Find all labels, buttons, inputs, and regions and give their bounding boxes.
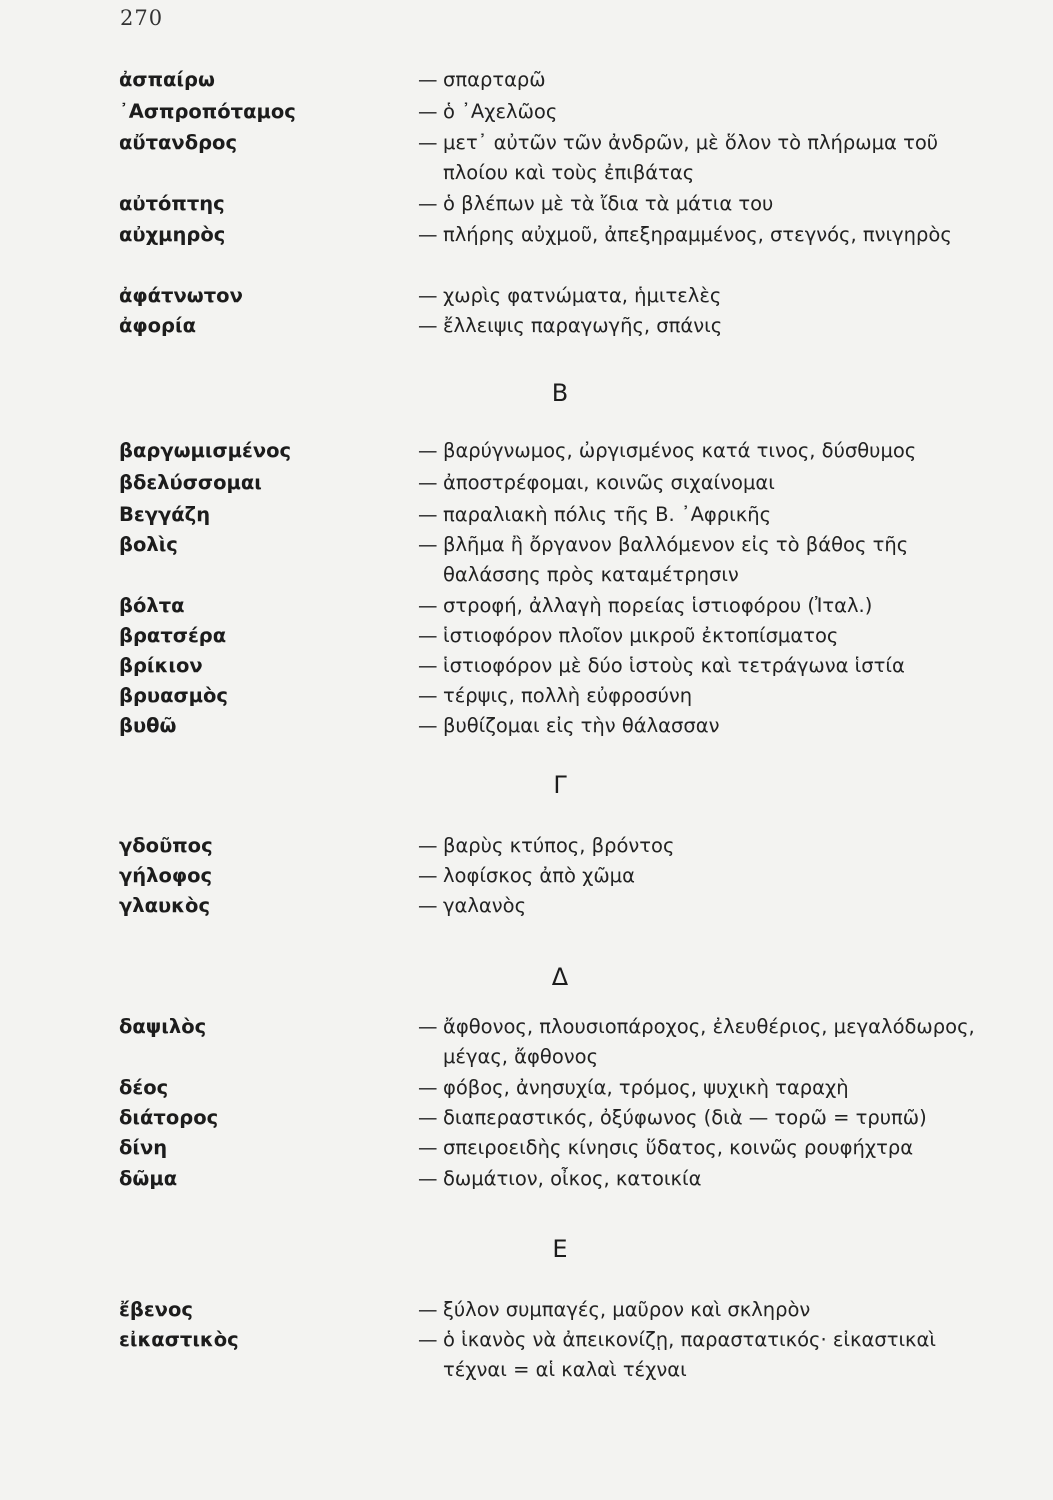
entry-headword: ἔβενος — [119, 1298, 193, 1321]
entry-headword: βόλτα — [119, 594, 185, 617]
entry-definition: διαπεραστικός, ὀξύφωνος (διὰ — τορῶ = τρυπῶ) — [443, 1106, 927, 1129]
entry-dash: — — [418, 284, 438, 307]
entry-headword: βολὶς — [119, 533, 178, 556]
entry-definition: ὁ ἱκανὸς νὰ ἀπεικονίζῃ, παραστατικός· εἰκαστικαὶ τέχναι = αἱ καλαὶ τέχναι — [443, 1328, 937, 1381]
entry-dash: — — [418, 654, 438, 677]
entry-headword: ᾿Ασπροπόταμος — [119, 100, 296, 123]
section-letter: Β — [551, 379, 569, 407]
entry-definition: ξύλον συμπαγές, μαῦρον καὶ σκληρὸν — [443, 1298, 811, 1321]
entry-headword: ἀφορία — [119, 314, 197, 337]
entry-definition: παραλιακὴ πόλις τῆς Β. ᾿Αφρικῆς — [443, 503, 772, 526]
entry-dash: — — [418, 223, 438, 246]
entry-definition: βαρὺς κτύπος, βρόντος — [443, 834, 675, 857]
entry-dash: — — [418, 314, 438, 337]
entry-headword: ἀσπαίρω — [119, 68, 215, 91]
entry-definition: βλῆμα ἢ ὄργανον βαλλόμενον εἰς τὸ βάθος τῆς θαλάσσης πρὸς καταμέτρησιν — [443, 533, 909, 586]
entry-dash: — — [418, 894, 438, 917]
entry-dash: — — [418, 594, 438, 617]
entry-headword: δέος — [119, 1076, 169, 1099]
entry-dash: — — [418, 684, 438, 707]
entry-dash: — — [418, 714, 438, 737]
entry-definition: ὁ ᾿Αχελῶος — [443, 100, 558, 123]
entry-dash: — — [418, 1328, 438, 1351]
entry-definition: σπειροειδὴς κίνησις ὕδατος, κοινῶς ρουφήχτρα — [443, 1136, 914, 1159]
entry-headword: βρυασμὸς — [119, 684, 228, 707]
entry-headword: δαψιλὸς — [119, 1015, 207, 1038]
entry-dash: — — [418, 1015, 438, 1038]
entry-dash: — — [418, 1136, 438, 1159]
entry-headword: διάτορος — [119, 1106, 219, 1129]
entry-definition: σπαρταρῶ — [443, 68, 546, 91]
entry-headword: Βεγγάζη — [119, 503, 211, 526]
entry-headword: αὔτανδρος — [119, 131, 237, 154]
entry-dash: — — [418, 131, 438, 154]
entry-definition: ἱστιοφόρον μὲ δύο ἱστοὺς καὶ τετράγωνα ἱστία — [443, 654, 905, 677]
entry-definition: ἔλλειψις παραγωγῆς, σπάνις — [443, 314, 723, 337]
entry-definition: χωρὶς φατνώματα, ἡμιτελὲς — [443, 284, 722, 307]
entry-definition: τέρψις, πολλὴ εὐφροσύνη — [443, 684, 693, 707]
entry-dash: — — [418, 864, 438, 887]
section-letter: Δ — [551, 963, 569, 991]
entry-headword: βαργωμισμένος — [119, 439, 292, 462]
entry-headword: εἰκαστικὸς — [119, 1328, 239, 1351]
entry-definition: ἱστιοφόρον πλοῖον μικροῦ ἐκτοπίσματος — [443, 624, 839, 647]
entry-definition: λοφίσκος ἀπὸ χῶμα — [443, 864, 635, 887]
entry-dash: — — [418, 624, 438, 647]
entry-headword: βυθῶ — [119, 714, 177, 737]
entry-dash: — — [418, 439, 438, 462]
entry-headword: βρατσέρα — [119, 624, 227, 647]
section-letter: Ε — [552, 1235, 568, 1263]
entry-dash: — — [418, 533, 438, 556]
entry-definition: δωμάτιον, οἶκος, κατοικία — [443, 1167, 702, 1190]
entry-headword: βρίκιον — [119, 654, 203, 677]
entry-definition: ἀποστρέφομαι, κοινῶς σιχαίνομαι — [443, 471, 775, 494]
entry-headword: βδελύσσομαι — [119, 471, 262, 494]
entry-headword: γδοῦπος — [119, 834, 213, 857]
entry-headword: γήλοφος — [119, 864, 213, 887]
entry-definition: γαλανὸς — [443, 894, 527, 917]
entry-headword: γλαυκὸς — [119, 894, 210, 917]
section-letter: Γ — [553, 771, 567, 799]
entry-definition: βυθίζομαι εἰς τὴν θάλασσαν — [443, 714, 720, 737]
entry-headword: αὐχμηρὸς — [119, 223, 226, 246]
entry-definition: πλήρης αὐχμοῦ, ἀπεξηραμμένος, στεγνός, πνιγηρὸς — [443, 223, 952, 246]
entry-dash: — — [418, 834, 438, 857]
entry-headword: δίνη — [119, 1136, 168, 1159]
entry-definition: στροφή, ἀλλαγὴ πορείας ἱστιοφόρου (Ἰταλ.) — [443, 594, 873, 617]
entry-dash: — — [418, 100, 438, 123]
entry-headword: αὐτόπτης — [119, 192, 225, 215]
entry-headword: δῶμα — [119, 1167, 178, 1190]
entry-dash: — — [418, 192, 438, 215]
page-number: 270 — [120, 6, 164, 30]
entry-definition: φόβος, ἀνησυχία, τρόμος, ψυχικὴ ταραχὴ — [443, 1076, 849, 1099]
entry-headword: ἀφάτνωτον — [119, 284, 243, 307]
entry-dash: — — [418, 1298, 438, 1321]
entry-dash: — — [418, 503, 438, 526]
entry-dash: — — [418, 1076, 438, 1099]
entry-dash: — — [418, 1106, 438, 1129]
entry-definition: μετ᾿ αὐτῶν τῶν ἀνδρῶν, μὲ ὅλον τὸ πλήρωμα τοῦ πλοίου καὶ τοὺς ἐπιβάτας — [443, 131, 939, 184]
entry-definition: ἄφθονος, πλουσιοπάροχος, ἐλευθέριος, μεγαλόδωρος, μέγας, ἄφθονος — [443, 1015, 975, 1068]
entry-dash: — — [418, 1167, 438, 1190]
entry-dash: — — [418, 68, 438, 91]
entry-dash: — — [418, 471, 438, 494]
entry-definition: ὁ βλέπων μὲ τὰ ἴδια τὰ μάτια του — [443, 192, 774, 215]
entry-definition: βαρύγνωμος, ὠργισμένος κατά τινος, δύσθυμος — [443, 439, 917, 462]
